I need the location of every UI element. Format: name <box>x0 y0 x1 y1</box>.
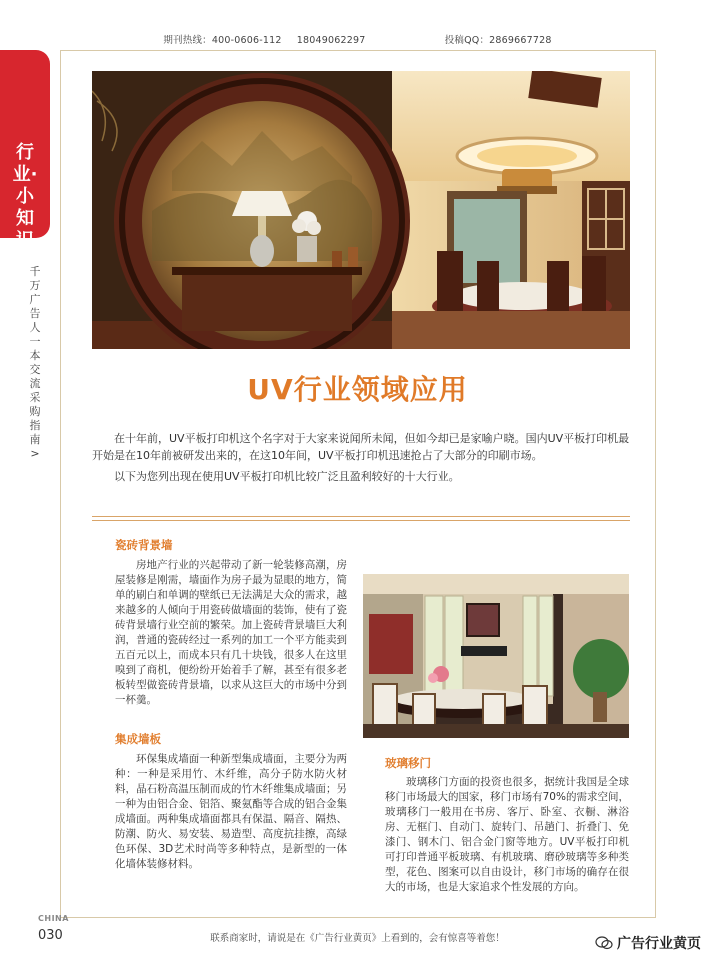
page-number: 030 <box>38 928 63 943</box>
qq-text: 投稿QQ：2869667728 <box>444 35 552 46</box>
intro-paragraph-2: 以下为您列出现在使用UV平板打印机比较广泛且盈利较好的十大行业。 <box>114 470 460 483</box>
section-body-wall-panel: 环保集成墙面一种新型集成墙面，主要分为两种：一种是采用竹、木纤维，高分子防水防火材料，晶石粉高温压制而成的竹木纤维集成墙面；另一种为由铝合金、铝箔、聚氨酯等合成的铝合金集成墙面。两种集成墙面都具有保温、隔音、隔热、防潮、防火、易安装、易造型、高度抗挂擦，高绿色环保、3D艺术时尚等多种特点，是新型的一体化墙体装修材料。 <box>115 753 347 870</box>
hotline-text: 期刊热线：400-0606-112 <box>163 35 282 46</box>
article-title: UV行业领域应用 <box>247 373 468 406</box>
watermark-text: 广告行业黄页 <box>617 936 701 952</box>
article-intro <box>92 430 630 489</box>
wechat-icon <box>595 936 613 950</box>
phone-text: 18049062297 <box>296 35 366 46</box>
section-title-glass-door: 玻璃移门 <box>385 756 431 770</box>
watermark <box>595 933 701 953</box>
section-title-wall-panel: 集成墙板 <box>115 732 161 746</box>
dining-room-photo <box>363 574 629 738</box>
section-tab <box>0 50 50 251</box>
section-body-glass-door: 玻璃移门方面的投资也很多，据统计我国是全球移门市场最大的国家，移门市场有70%的需求空间，玻璃移门一般用在书房、客厅、卧室、衣橱、淋浴房、无框门、自动门、旋转门、吊趟门、折叠门、免漆门、钢木门、铝合金门窗等地方。UV平板打印机可打印普通平板玻璃、有机玻璃、磨砂玻璃等多种类型，花色、图案可以自由设计，移门市场的确存在很大的市场，也是大家追求个性发展的方向。 <box>385 776 629 893</box>
magazine-slogan: 千万广告人一本交流采购指南 > <box>29 265 41 460</box>
divider-top <box>92 516 630 517</box>
page-header <box>0 32 715 46</box>
intro-paragraph-1: 在十年前，UV平板打印机这个名字对于大家来说闻所未闻，但如今却已是家喻户晓。国内UV平板打印机最开始是在10年前被研发出来的，在这10年间，UV平板打印机迅速抢占了大部分的印刷市场。 <box>92 432 630 462</box>
section-body-tile-wall: 房地产行业的兴起带动了新一轮装修高潮，房屋装修是刚需，墙面作为房子最为显眼的地方，简单的刷白和单调的壁纸已无法满足大众的需求，越来越多的人倾向于用瓷砖做墙面的装饰，使有了瓷砖背景墙行业空前的繁荣。加上瓷砖背景墙巨大利润，普通的瓷砖经过一系列的加工一个平方能卖到五百元以上，而成本只有几十块钱，很多人在这里嗅到了商机，便纷纷开始着手了解，甚至有很多老板转型做瓷砖背景墙，以求从这巨大的市场中分到一杯羹。 <box>115 559 347 706</box>
hero-photo <box>92 71 630 349</box>
section-title-tile-wall: 瓷砖背景墙 <box>115 538 173 552</box>
footer-note: 联系商家时，请说是在《广告行业黄页》上看到的，会有惊喜等着您！ <box>210 933 505 944</box>
china-mark: CHINA <box>38 914 69 923</box>
section-tab-label: 行业·小知识 <box>12 142 38 251</box>
divider-bottom <box>92 520 630 521</box>
